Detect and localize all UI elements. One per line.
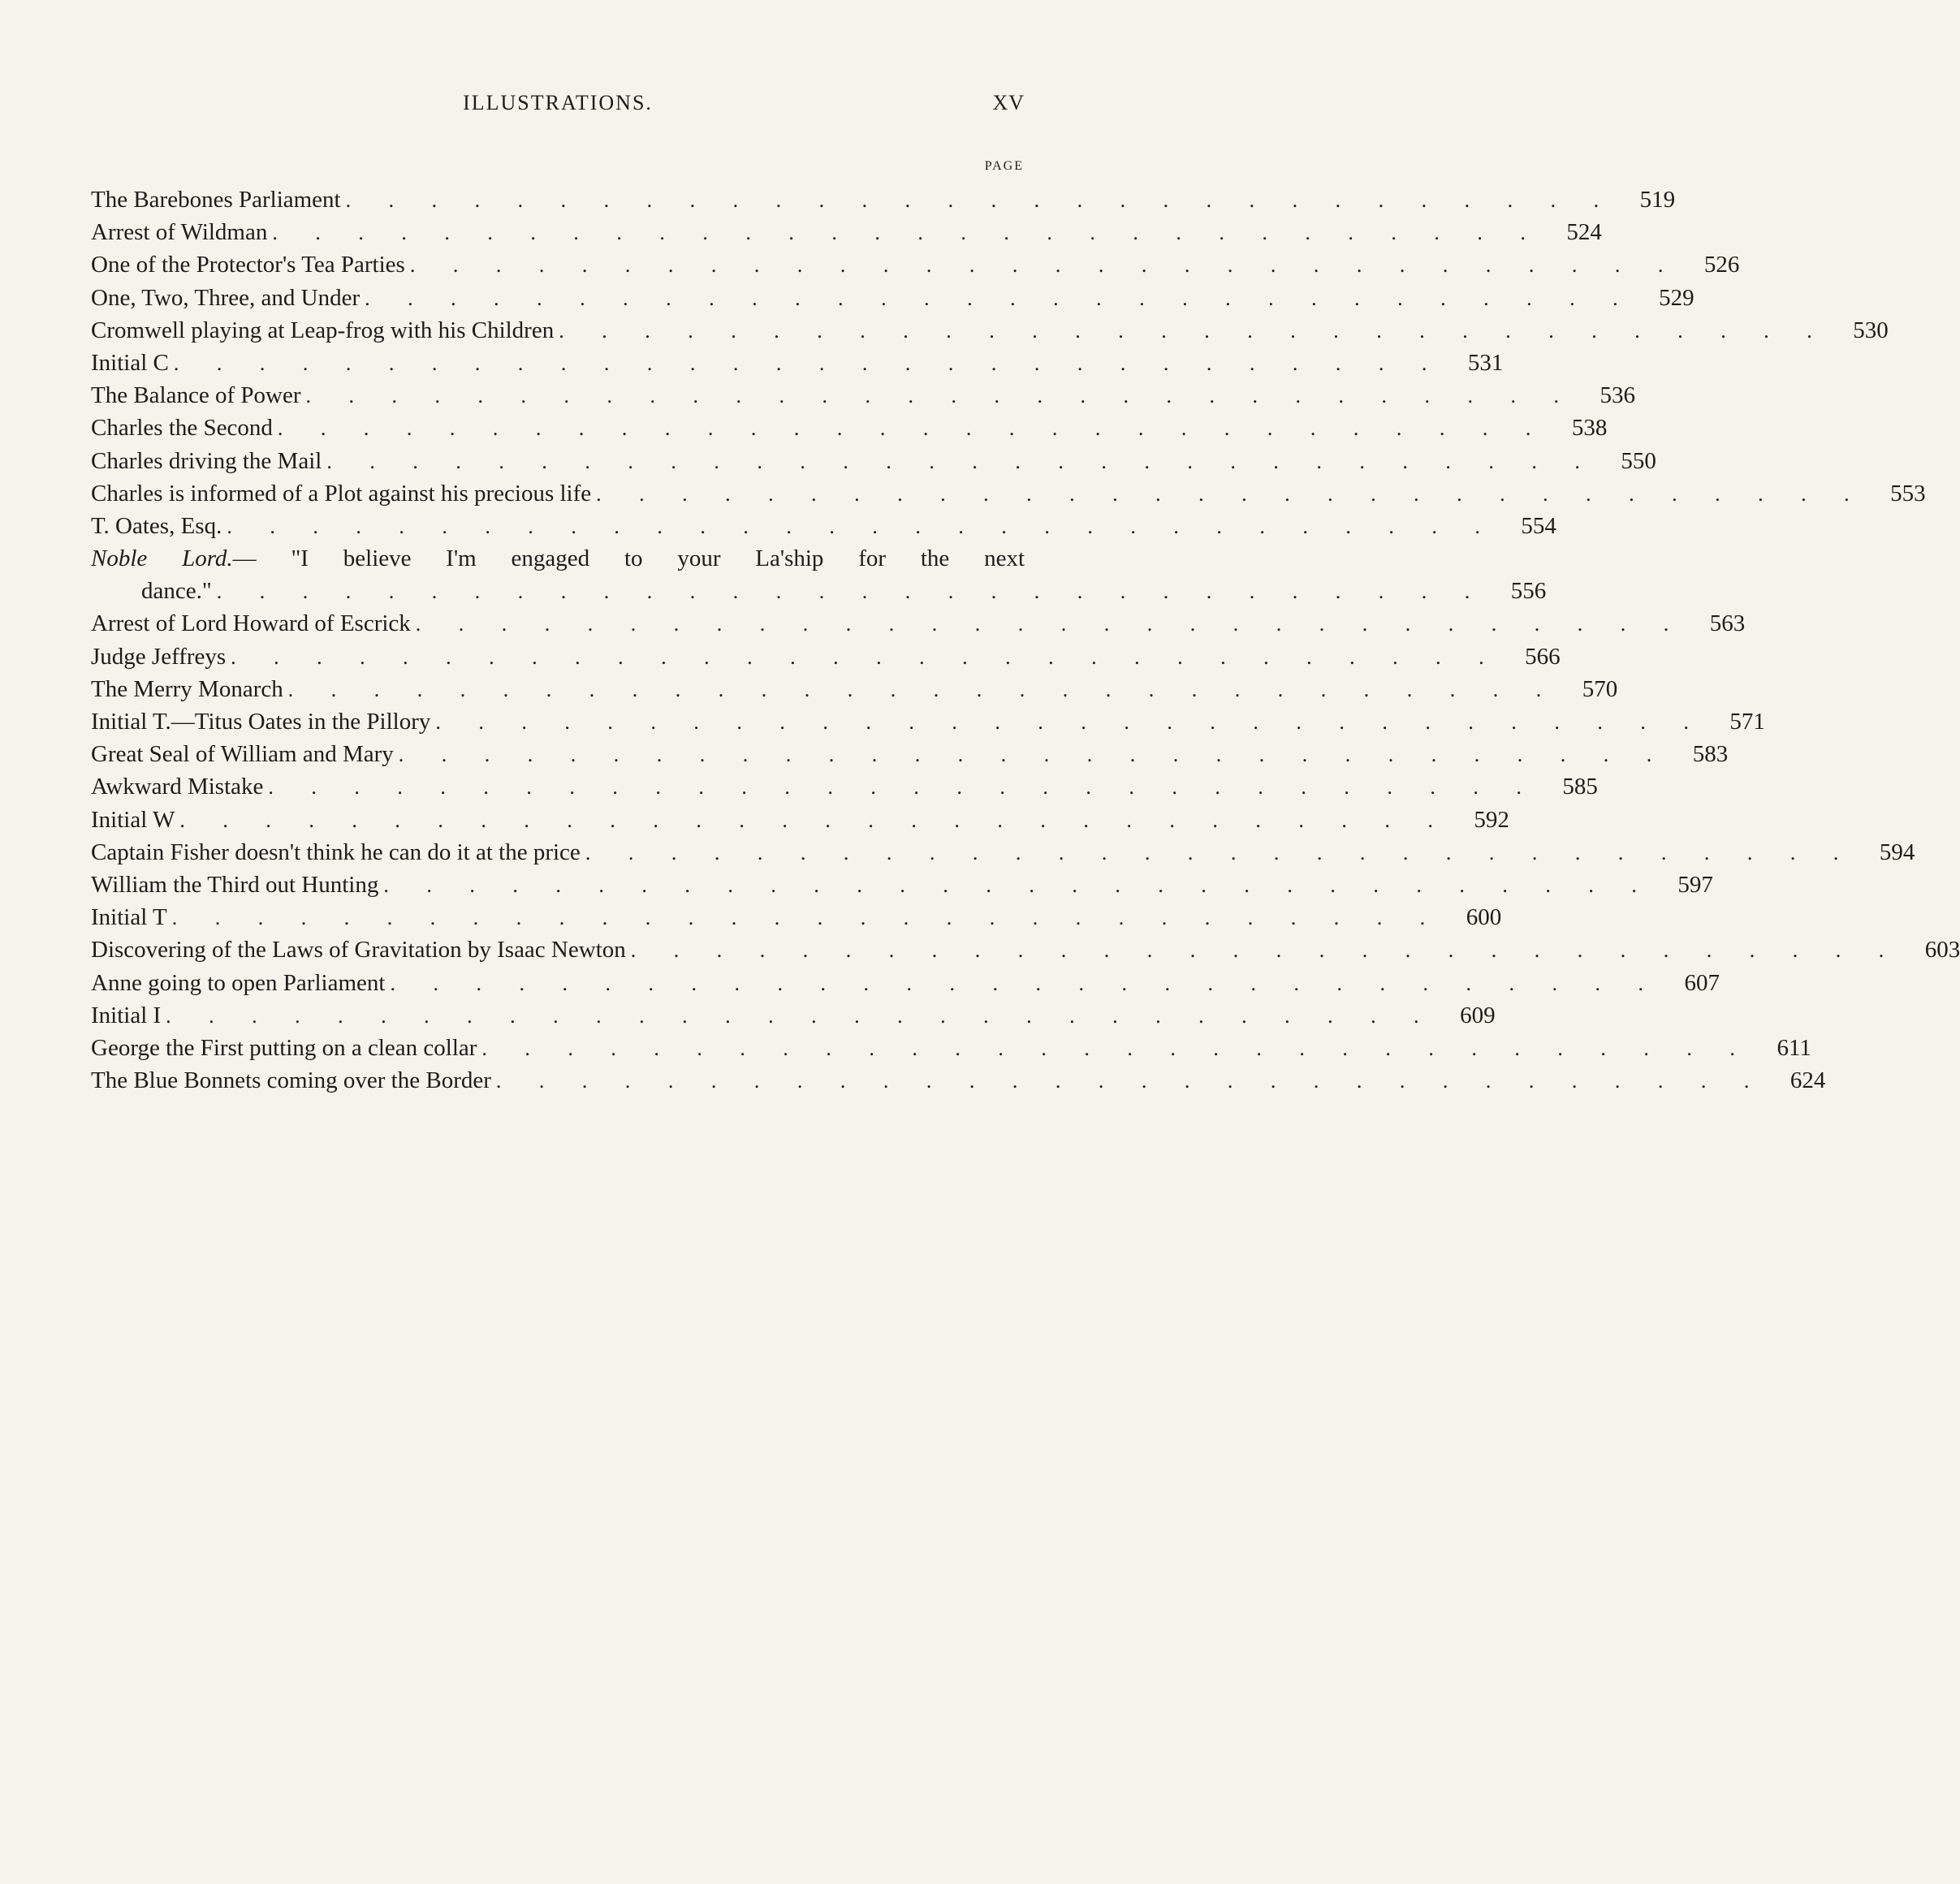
entry-title: Initial T — [91, 904, 167, 931]
entry-page: 526 — [1703, 252, 1740, 278]
entry-page: 550 — [1621, 447, 1656, 474]
entry-title-rest: — "I believe I'm engaged to your La'ship for the next — [232, 545, 1025, 572]
entry-title: The Barebones Parliament — [91, 187, 341, 213]
entry-title: Awkward Mistake — [91, 774, 264, 800]
entry-page: 570 — [1582, 675, 1618, 702]
list-item — [91, 183, 1676, 216]
list-item — [91, 1064, 1826, 1097]
list-item — [91, 999, 1496, 1032]
entry-title: Cromwell playing at Leap-frog with his Children — [91, 317, 555, 343]
entry-title: T. Oates, Esq. — [91, 512, 222, 539]
dot-leader: . . . . . . . . . . . . . . . . . . . . . . . . . . . . . . — [345, 188, 1616, 212]
dot-leader: . . . . . . . . . . . . . . . . . . . . . . . . . . . . . . — [630, 938, 1901, 963]
dot-leader: . . . . . . . . . . . . . . . . . . . . . . . . . . . . . . — [415, 612, 1686, 636]
entry-title: Discovering of the Laws of Gravitation by Isaac Newton — [91, 937, 626, 964]
entry-page: 583 — [1692, 741, 1729, 768]
running-head — [91, 91, 1025, 123]
entry-title: Great Seal of William and Mary — [91, 741, 394, 768]
dot-leader: . . . . . . . . . . . . . . . . . . . . . . . . . . . . . . — [398, 743, 1669, 767]
entry-title: Initial W — [91, 806, 175, 833]
list-item — [91, 379, 1635, 412]
list-item — [91, 738, 1729, 770]
dot-leader: . . . . . . . . . . . . . . . . . . . . . . . . . . . . . . — [277, 416, 1548, 441]
entry-page: 585 — [1562, 774, 1598, 800]
entry-title: William the Third out Hunting — [91, 871, 379, 898]
entry-page: 530 — [1853, 317, 1889, 343]
entry-title: Initial C — [91, 349, 169, 376]
list-item — [91, 314, 1889, 347]
entry-page: 524 — [1566, 219, 1602, 246]
entry-page: 607 — [1684, 969, 1720, 996]
entry-page: 529 — [1659, 284, 1694, 311]
list-item — [91, 836, 1915, 869]
page-folio: XV — [992, 91, 1025, 114]
entry-page: 531 — [1467, 349, 1504, 376]
dot-leader: . . . . . . . . . . . . . . . . . . . . . . . . . . . . . . — [305, 384, 1575, 408]
list-item — [91, 640, 1561, 673]
list-item — [91, 607, 1746, 640]
entry-page: 624 — [1789, 1067, 1826, 1094]
dot-leader: . . . . . . . . . . . . . . . . . . . . . . . . . . . . . . — [495, 1069, 1766, 1093]
list-item — [91, 412, 1608, 444]
list-item-first-line — [91, 542, 1025, 575]
entry-title: One, Two, Three, and Under — [91, 284, 360, 311]
entry-title: Judge Jeffreys — [91, 643, 227, 670]
list-item — [91, 477, 1926, 510]
dot-leader: . . . . . . . . . . . . . . . . . . . . . . . . . . . . . . — [409, 253, 1680, 278]
entry-page: 554 — [1521, 512, 1556, 539]
entry-page: 592 — [1474, 806, 1509, 833]
dot-leader: . . . . . . . . . . . . . . . . . . . . . . . . . . . . . . — [268, 775, 1538, 800]
entry-page: 600 — [1466, 904, 1502, 931]
page-column-label: PAGE — [984, 159, 1024, 173]
entry-page: 611 — [1777, 1034, 1811, 1061]
dot-leader: . . . . . . . . . . . . . . . . . . . . . . . . . . . . . . — [272, 221, 1542, 245]
entry-page: 603 — [1924, 937, 1960, 964]
dot-leader: . . . . . . . . . . . . . . . . . . . . . . . . . . . . . . — [231, 645, 1500, 669]
entry-page: 519 — [1639, 187, 1676, 213]
entry-page: 571 — [1729, 709, 1765, 735]
list-item — [91, 282, 1694, 314]
entry-page: 566 — [1525, 643, 1561, 670]
list-item — [91, 933, 1960, 966]
entry-page: 536 — [1600, 382, 1635, 409]
entry-page: 609 — [1460, 1002, 1496, 1028]
list-item — [91, 248, 1740, 281]
entry-title: The Balance of Power — [91, 382, 301, 409]
entry-page: 563 — [1709, 610, 1746, 637]
dot-leader: . . . . . . . . . . . . . . . . . . . . . . . . . . . . . . — [559, 318, 1828, 343]
entry-page: 594 — [1879, 839, 1915, 865]
dot-leader: . . . . . . . . . . . . . . . . . . . . . . . . . . . . . . — [166, 1003, 1435, 1028]
page-title: ILLUSTRATIONS. — [463, 91, 653, 114]
entry-page: 556 — [1510, 578, 1547, 605]
entry-page: 553 — [1890, 480, 1926, 507]
entry-title: Charles the Second — [91, 415, 273, 442]
entry-page: 597 — [1677, 871, 1713, 898]
entry-title: Initial T.—Titus Oates in the Pillory — [91, 709, 431, 735]
dot-leader: . . . . . . . . . . . . . . . . . . . . . . . . . . . . . . — [481, 1036, 1751, 1060]
entry-title: One of the Protector's Tea Parties — [91, 252, 405, 278]
list-item — [91, 901, 1502, 933]
dot-leader: . . . . . . . . . . . . . . . . . . . . . . . . . . . . . . — [179, 808, 1449, 832]
list-item — [91, 1032, 1811, 1064]
entry-title: The Blue Bonnets coming over the Border — [91, 1067, 491, 1094]
dot-leader: . . . . . . . . . . . . . . . . . . . . . . . . . . . . . . — [435, 710, 1705, 734]
list-item — [91, 804, 1509, 836]
entry-title: Initial I — [91, 1002, 162, 1028]
dot-leader: . . . . . . . . . . . . . . . . . . . . . . . . . . . . . . — [390, 971, 1660, 995]
entry-title: Anne going to open Parliament — [91, 969, 386, 996]
entry-title: Arrest of Lord Howard of Escrick — [91, 610, 411, 637]
dot-leader: . . . . . . . . . . . . . . . . . . . . . . . . . . . . . . — [383, 873, 1653, 897]
entry-title-italic: Noble Lord. — [91, 545, 233, 572]
dot-leader: . . . . . . . . . . . . . . . . . . . . . . . . . . . . . . — [171, 906, 1442, 930]
list-item — [91, 967, 1720, 999]
entry-page: 538 — [1571, 415, 1608, 442]
dot-leader: . . . . . . . . . . . . . . . . . . . . . . . . . . . . . . — [585, 840, 1855, 864]
entry-title: Captain Fisher doesn't think he can do it at the price — [91, 839, 581, 865]
entry-title: Charles is informed of a Plot against his precious life — [91, 480, 592, 507]
list-item — [91, 869, 1713, 901]
entry-title: George the First putting on a clean collar — [91, 1034, 477, 1061]
dot-leader: . . . . . . . . . . . . . . . . . . . . . . . . . . . . . . — [287, 677, 1558, 701]
dot-leader: . . . . . . . . . . . . . . . . . . . . . . . . . . . . . . — [173, 351, 1444, 375]
dot-leader: . . . . . . . . . . . . . . . . . . . . . . . . . . . . . . — [216, 580, 1487, 604]
list-item — [91, 575, 1547, 607]
list-item — [91, 705, 1765, 738]
list-item — [91, 216, 1602, 248]
list-item — [91, 770, 1598, 803]
list-item — [91, 510, 1556, 542]
illustrations-list — [91, 183, 1960, 1097]
list-item — [91, 673, 1618, 705]
list-item — [91, 347, 1504, 379]
dot-leader: . . . . . . . . . . . . . . . . . . . . . . . . . . . . . . — [227, 514, 1496, 538]
list-item — [91, 445, 1656, 477]
entry-title: Arrest of Wildman — [91, 219, 268, 246]
dot-leader: . . . . . . . . . . . . . . . . . . . . . . . . . . . . . . — [326, 449, 1596, 473]
entry-title-continuation: dance." — [141, 578, 212, 605]
entry-title: Charles driving the Mail — [91, 447, 322, 474]
dot-leader: . . . . . . . . . . . . . . . . . . . . . . . . . . . . . . — [596, 481, 1866, 506]
entry-title: The Merry Monarch — [91, 675, 283, 702]
dot-leader: . . . . . . . . . . . . . . . . . . . . . . . . . . . . . . — [365, 286, 1634, 310]
